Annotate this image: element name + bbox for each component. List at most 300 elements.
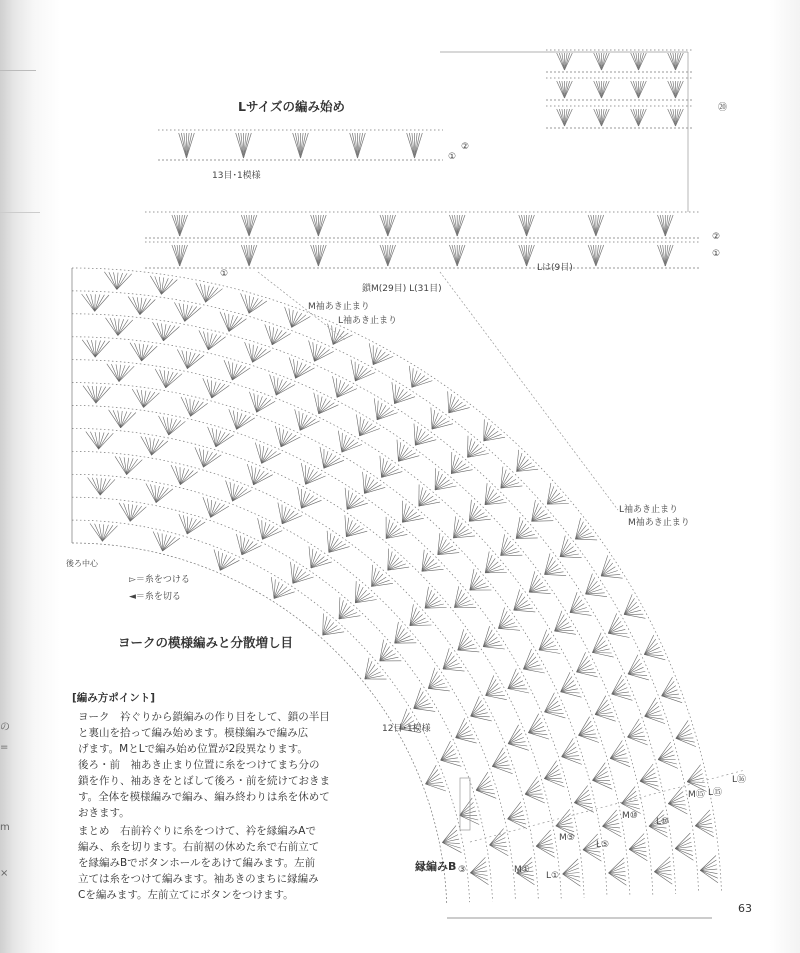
stitch-stroke: [508, 685, 525, 689]
stitch-stroke: [99, 433, 109, 449]
stitch-stroke: [207, 379, 212, 398]
stitch-stroke: [593, 780, 612, 785]
stitch-stroke: [454, 604, 473, 608]
stitch-stroke: [212, 428, 216, 447]
stitch-stroke: [508, 725, 518, 744]
size-row-label: M①: [514, 865, 530, 875]
stitch-stroke: [676, 720, 688, 738]
stitch-stroke: [676, 738, 696, 746]
stitch-stroke: [676, 109, 681, 126]
stitch-stroke: [374, 398, 377, 420]
stitch-stroke: [593, 780, 613, 789]
stitch-stroke: [414, 424, 415, 446]
stitch-stroke: [662, 686, 676, 696]
stitch-stroke: [115, 456, 127, 474]
stitch-stroke: [257, 398, 267, 412]
stitch-stroke: [577, 656, 588, 672]
stitch-stroke: [441, 741, 451, 760]
stitch-stroke: [579, 735, 599, 742]
stitch-stroke: [285, 307, 292, 328]
stitch-stroke: [662, 696, 681, 699]
stitch-stroke: [476, 790, 496, 798]
stitch-stroke: [591, 215, 596, 236]
stitch-stroke: [270, 375, 277, 396]
stitch-stroke: [355, 600, 376, 603]
stitch-stroke: [301, 133, 306, 158]
stitch-stroke: [96, 387, 106, 403]
stitch-stroke: [318, 215, 323, 236]
stitch-stroke: [448, 391, 449, 413]
stitch-stroke: [351, 360, 355, 381]
top-right-pattern-block: [546, 50, 694, 128]
stitch-stroke: [595, 696, 606, 715]
stitch-stroke: [476, 772, 488, 790]
stitch-stroke: [373, 356, 393, 364]
stitch-stroke: [596, 53, 601, 70]
stitch-stroke: [577, 669, 594, 672]
stitch-stroke: [654, 872, 672, 880]
stitch-stroke: [570, 613, 592, 616]
stitch-stroke: [695, 810, 710, 826]
points-line: まとめ 右前衿ぐりに糸をつけて、衿を縁編みAで: [78, 825, 316, 837]
stitch-stroke: [232, 368, 250, 380]
edging-line: [470, 770, 745, 842]
stitch-stroke: [130, 507, 146, 522]
stitch-stroke: [443, 669, 465, 671]
stitch-stroke: [300, 421, 320, 430]
size-row-label: M⑤: [559, 833, 575, 843]
stitch-stroke: [301, 463, 305, 484]
points-line: げます。MとLで編み始め位置が2段異なります。: [78, 743, 308, 755]
stitch-stroke: [203, 497, 211, 517]
l-size-start-strip: [158, 130, 443, 160]
points-heading: [編み方ポイント]: [72, 692, 156, 704]
stitch-stroke: [323, 632, 344, 635]
stitch-stroke: [181, 133, 186, 158]
stitch-stroke: [476, 790, 495, 794]
stitch-stroke: [486, 676, 494, 696]
stitch-stroke: [180, 245, 185, 266]
stitch-stroke: [629, 849, 647, 861]
stitch-stroke: [628, 719, 640, 737]
stitch-stroke: [233, 411, 236, 430]
repeat-13-label: 13目･1模様: [212, 171, 261, 181]
stitch-stroke: [457, 215, 462, 236]
stitch-stroke: [318, 245, 323, 266]
stitch-stroke: [203, 455, 221, 467]
stitch-stroke: [644, 639, 656, 654]
stitch-stroke: [242, 546, 262, 555]
stitch-stroke: [458, 650, 480, 652]
stitch-stroke: [262, 453, 281, 463]
stitch-stroke: [337, 389, 357, 398]
stitch-stroke: [415, 133, 420, 158]
size-row-label: M⑮: [688, 790, 705, 800]
points-line: す。全体を模様編みで編み、編み終わりは糸を休めて: [78, 791, 330, 803]
stitch-stroke: [457, 245, 462, 266]
stitch-stroke: [313, 215, 318, 236]
stitch-stroke: [555, 631, 576, 634]
stitch-stroke: [628, 737, 647, 741]
stitch-stroke: [314, 351, 333, 361]
stitch-stroke: [249, 245, 254, 266]
stitch-stroke: [180, 215, 185, 236]
stitch-stroke: [333, 335, 352, 345]
stitch-stroke: [392, 382, 395, 404]
chain-count-label: 鎖M(29目) L(31目): [362, 284, 442, 294]
stitch-stroke: [608, 617, 619, 633]
stitch-stroke: [171, 465, 180, 485]
stitch-stroke: [601, 576, 623, 578]
stitch-stroke: [586, 594, 608, 597]
stitch-stroke: [609, 858, 625, 873]
stitch-stroke: [662, 677, 673, 696]
stitch-stroke: [492, 766, 512, 773]
stitch-stroke: [608, 633, 629, 637]
l-size-start-title: Lサイズの編み始め: [238, 99, 345, 114]
stitch-stroke: [563, 874, 581, 882]
stitch-stroke: [244, 133, 249, 158]
l-sleeve-stop-label-right: L袖あき止まり: [619, 505, 679, 515]
stitch-stroke: [95, 524, 103, 542]
stitch-stroke: [456, 718, 465, 738]
stitch-stroke: [492, 748, 503, 767]
stitch-stroke: [596, 109, 601, 126]
stitch-stroke: [471, 713, 488, 717]
row-mark: ③: [458, 865, 467, 875]
m-sleeve-stop-label: M袖あき止まり: [308, 302, 370, 312]
stitch-stroke: [559, 53, 564, 70]
stitch-stroke: [670, 109, 675, 126]
stitch-stroke: [633, 53, 638, 70]
points-line: ヨーク 衿ぐりから鎖編みの作り目をして、鎖の半目: [78, 711, 330, 723]
stitch-stroke: [262, 522, 266, 539]
stitch-stroke: [470, 857, 485, 873]
stitch-stroke: [342, 433, 343, 452]
stitch-stroke: [292, 317, 311, 328]
page-edge-rule: [0, 70, 36, 71]
stitch-stroke: [397, 440, 398, 462]
stitch-stroke: [100, 479, 110, 495]
stitch-stroke: [539, 650, 560, 654]
stitch-stroke: [211, 506, 229, 517]
stitch-stroke: [559, 81, 564, 98]
stitch-stroke: [87, 340, 95, 357]
stitch-stroke: [460, 815, 480, 824]
stitch-stroke: [592, 633, 601, 653]
yoke-row-arc: [72, 406, 584, 898]
stitch-stroke: [426, 765, 437, 784]
stitch-stroke: [660, 215, 665, 236]
stitch-stroke: [282, 516, 302, 524]
stitch-stroke: [306, 476, 326, 484]
stitch-stroke: [610, 758, 630, 766]
stitch-stroke: [645, 716, 664, 719]
stitch-stroke: [596, 215, 601, 236]
back-center-label: 後ろ中心: [66, 559, 98, 568]
stitch-stroke: [610, 741, 622, 759]
stitch-stroke: [562, 757, 581, 760]
legend-cut-yarn: ◄＝糸を切る: [129, 592, 181, 602]
row-mark: ①: [712, 249, 721, 259]
stitch-stroke: [179, 514, 187, 534]
stitch-stroke: [544, 779, 564, 787]
stitch-stroke: [602, 81, 607, 98]
stitch-stroke: [508, 689, 529, 693]
stitch-stroke: [144, 393, 160, 408]
stitch-stroke: [545, 693, 555, 712]
stitch-stroke: [431, 408, 432, 430]
stitch-stroke: [176, 466, 181, 485]
stitch-stroke: [563, 859, 579, 874]
stitch-stroke: [253, 348, 263, 363]
stitch-stroke: [298, 487, 302, 508]
stitch-stroke: [700, 860, 716, 870]
stitch-stroke: [527, 215, 532, 236]
edging-b-label: 縁編みB: [415, 860, 457, 873]
stitch-stroke: [528, 714, 538, 733]
stitch-stroke: [313, 245, 318, 266]
stitch-stroke: [675, 833, 690, 849]
stitch-stroke: [579, 735, 598, 738]
points-line: 立ては糸をつけて編みます。袖あきのまちに縁編み: [78, 873, 319, 885]
stitch-stroke: [425, 587, 429, 608]
stitch-stroke: [386, 520, 390, 539]
stitch-stroke: [95, 295, 105, 312]
yoke-row-arc: [72, 314, 679, 894]
stitch-stroke: [665, 215, 670, 236]
stitch-stroke: [244, 245, 249, 266]
stitch-stroke: [265, 324, 272, 344]
row-mark: ①: [448, 152, 457, 162]
stitch-stroke: [675, 849, 693, 861]
stitch-stroke: [207, 499, 210, 518]
stitch-stroke: [545, 574, 567, 575]
stitch-stroke: [658, 760, 678, 769]
stitch-stroke: [358, 133, 363, 158]
stitch-stroke: [383, 215, 388, 236]
stitch-stroke: [676, 53, 681, 70]
size-row-label: L⑮: [708, 788, 723, 798]
stitch-stroke: [281, 437, 300, 447]
stitch-stroke: [117, 274, 132, 290]
stitch-stroke: [608, 613, 616, 633]
page-edge-rule-2: [0, 212, 40, 213]
stitch-stroke: [119, 366, 134, 381]
stitch-stroke: [539, 650, 558, 651]
row-mark: ⑳: [718, 103, 728, 113]
stitch-stroke: [232, 363, 233, 381]
stitch-stroke: [629, 834, 644, 850]
size-row-label: L⑩: [656, 817, 670, 827]
stitch-stroke: [109, 272, 117, 289]
stitch-stroke: [95, 341, 105, 357]
stitch-stroke: [291, 562, 293, 584]
stitch-stroke: [486, 679, 497, 695]
yoke-row-arc: [72, 360, 630, 896]
stitch-stroke: [183, 515, 187, 534]
stitch-stroke: [660, 245, 665, 266]
edging-b-block: [460, 778, 470, 830]
stitch-stroke: [289, 308, 292, 327]
stitch-stroke: [319, 403, 335, 414]
previous-page-edge-text: =: [0, 742, 9, 753]
stitch-stroke: [645, 698, 656, 717]
stitch-stroke: [658, 760, 677, 764]
stitch-stroke: [486, 696, 507, 700]
stitch-stroke: [435, 471, 439, 490]
stitch-stroke: [628, 737, 648, 745]
stitch-stroke: [113, 410, 121, 428]
stitch-stroke: [187, 522, 205, 534]
repeat-12-label: 12目･1模様: [382, 724, 431, 734]
stitch-stroke: [544, 761, 556, 779]
stitch-stroke: [95, 341, 109, 357]
stitch-stroke: [110, 318, 118, 336]
stitch-stroke: [195, 447, 204, 467]
stitch-stroke: [269, 326, 272, 345]
stitch-stroke: [409, 366, 412, 388]
points-line: を縁編みBでボタンホールをあけて編みます。左前: [78, 857, 316, 869]
stitch-stroke: [610, 758, 629, 762]
stitch-stroke: [352, 133, 357, 158]
stitch-stroke: [508, 669, 516, 689]
stitch-stroke: [471, 700, 482, 716]
stitch-stroke: [560, 557, 582, 558]
stitch-stroke: [492, 766, 511, 769]
stitch-stroke: [254, 393, 257, 412]
row-mark: ②: [712, 232, 721, 242]
stitch-stroke: [121, 413, 136, 428]
stitch-stroke: [272, 334, 291, 345]
stitch-stroke: [228, 361, 232, 380]
stitch-stroke: [602, 109, 607, 126]
stitch-stroke: [226, 481, 233, 502]
stitch-stroke: [388, 245, 393, 266]
row-mark: ②: [461, 142, 470, 152]
stitch-stroke: [460, 815, 479, 820]
stitch-stroke: [90, 432, 98, 449]
stitch-stroke: [355, 364, 359, 381]
stitch-stroke: [249, 298, 258, 313]
size-row-label: L⑯: [732, 775, 747, 785]
stitch-stroke: [676, 738, 695, 742]
stitch-stroke: [271, 577, 274, 598]
stitch-stroke: [355, 370, 371, 381]
stitch-stroke: [380, 657, 399, 661]
stitch-stroke: [166, 374, 182, 388]
stitch-stroke: [525, 794, 545, 803]
stitch-stroke: [544, 779, 563, 783]
points-line: と裏山を拾って編み始めます。模様編みで編み広: [78, 727, 309, 739]
stitch-stroke: [372, 583, 393, 586]
stitch-stroke: [161, 280, 177, 295]
stitch-stroke: [140, 300, 155, 315]
stitch-stroke: [95, 295, 109, 311]
stitch-stroke: [388, 567, 409, 570]
points-line: 鎖を作り、袖あきをとばして後ろ・前を続けておきま: [78, 775, 330, 787]
stitch-stroke: [99, 433, 114, 449]
stitch-stroke: [369, 343, 373, 364]
yoke-row-arc: [72, 337, 653, 895]
stitch-stroke: [262, 528, 278, 539]
stitch-stroke: [525, 794, 544, 798]
stitch-stroke: [241, 293, 249, 313]
stitch-stroke: [249, 344, 253, 363]
stitch-stroke: [253, 351, 271, 363]
stitch-stroke: [175, 245, 180, 266]
stitch-stroke: [395, 639, 414, 643]
stitch-stroke: [676, 729, 691, 738]
stitch-stroke: [645, 706, 659, 716]
stitch-stroke: [483, 647, 505, 649]
stitch-stroke: [339, 616, 360, 619]
points-line: 編み、糸を切ります。右前裾の休めた糸で右前立て: [78, 841, 320, 853]
stitch-stroke: [224, 313, 229, 332]
stitch-stroke: [163, 327, 179, 341]
stitch-stroke: [563, 863, 579, 874]
stitch-stroke: [238, 133, 243, 158]
stitch-stroke: [470, 586, 489, 590]
stitch-stroke: [452, 215, 457, 236]
stitch-stroke: [662, 696, 683, 703]
stitch-stroke: [229, 409, 237, 429]
stitch-stroke: [565, 109, 570, 126]
stitch-stroke: [295, 133, 300, 158]
guide-lines: [258, 52, 745, 842]
stitch-stroke: [203, 378, 212, 398]
stitch-stroke: [142, 346, 158, 361]
stitch-stroke: [211, 503, 221, 517]
stitch-stroke: [639, 109, 644, 126]
stitch-stroke: [337, 380, 341, 397]
stitch-stroke: [521, 245, 526, 266]
stitch-stroke: [244, 215, 249, 236]
stitch-stroke: [292, 313, 302, 327]
stitch-stroke: [565, 53, 570, 70]
stitch-stroke: [559, 109, 564, 126]
stitch-stroke: [670, 53, 675, 70]
stitch-stroke: [365, 676, 384, 680]
stitch-stroke: [654, 857, 670, 872]
stitch-stroke: [654, 861, 670, 871]
stitch-stroke: [100, 479, 115, 495]
stitch-stroke: [320, 447, 324, 468]
stitch-stroke: [262, 531, 282, 540]
size-row-label: L⑤: [596, 840, 610, 850]
stitch-stroke: [86, 294, 95, 311]
stitch-stroke: [409, 133, 414, 158]
row-mark: ①: [220, 269, 229, 279]
stitch-stroke: [152, 441, 168, 455]
stitch-stroke: [345, 488, 347, 510]
points-line: Cを編みます。左前立てにボタンをつけます。: [78, 889, 294, 901]
stitch-stroke: [592, 637, 603, 653]
stitch-stroke: [523, 669, 544, 673]
stitch-stroke: [199, 448, 203, 467]
stitch-stroke: [591, 245, 596, 266]
stitch-stroke: [633, 81, 638, 98]
stitch-stroke: [470, 873, 488, 885]
stitch-stroke: [338, 431, 342, 452]
stitch-stroke: [514, 610, 536, 612]
stitch-stroke: [233, 490, 252, 501]
stitch-stroke: [327, 531, 329, 553]
stitch-stroke: [592, 649, 609, 653]
stitch-stroke: [645, 716, 665, 723]
stitch-stroke: [628, 655, 638, 674]
stitch-stroke: [561, 676, 572, 691]
